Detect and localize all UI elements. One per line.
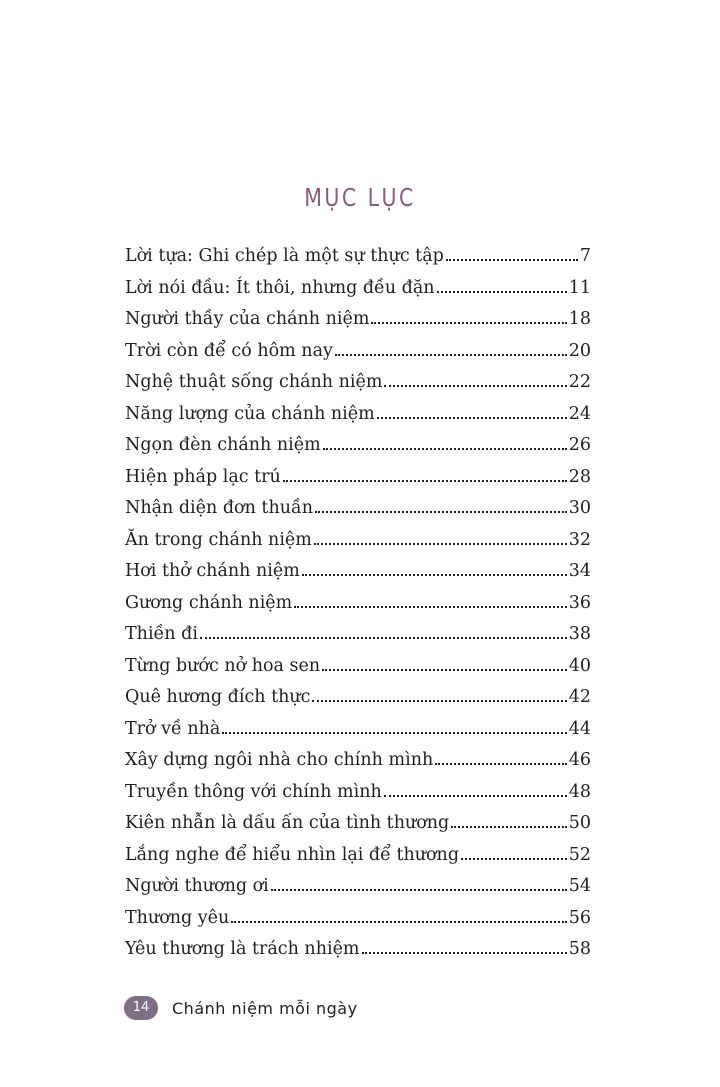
toc-entry-page: 7 xyxy=(579,246,591,266)
running-book-title: Chánh niệm mỗi ngày xyxy=(172,998,358,1018)
toc-entry[interactable] xyxy=(125,430,591,462)
toc-entry[interactable] xyxy=(125,493,591,525)
page-footer xyxy=(124,996,358,1020)
toc-entry-page: 22 xyxy=(568,372,591,392)
dot-leader xyxy=(377,417,567,419)
toc-entry-title: Quê hương đích thực xyxy=(125,687,311,707)
toc-entry[interactable] xyxy=(125,714,591,746)
dot-leader xyxy=(283,480,567,482)
toc-entry-title: Lời tựa: Ghi chép là một sự thực tập xyxy=(125,246,444,266)
toc-entry[interactable] xyxy=(125,525,591,557)
dot-leader xyxy=(362,952,567,954)
toc-entry-page: 18 xyxy=(568,309,591,329)
toc-entry-page: 26 xyxy=(568,435,591,455)
toc-entry-title: Nhận diện đơn thuần xyxy=(125,498,313,518)
table-of-contents xyxy=(125,241,591,966)
dot-leader xyxy=(222,732,566,734)
toc-entry-title: Lời nói đầu: Ít thôi, nhưng đều đặn xyxy=(125,277,435,298)
toc-entry[interactable] xyxy=(125,241,591,273)
toc-entry-page: 32 xyxy=(568,529,591,550)
toc-entry-title: Lắng nghe để hiểu nhìn lại để thương xyxy=(125,844,460,865)
toc-entry-page: 11 xyxy=(568,277,591,298)
dot-leader xyxy=(335,354,567,356)
toc-entry-page: 48 xyxy=(568,781,591,802)
toc-entry[interactable] xyxy=(125,273,591,305)
toc-entry-page: 24 xyxy=(568,403,591,424)
toc-entry[interactable] xyxy=(125,777,591,809)
toc-entry-page: 40 xyxy=(568,655,591,676)
toc-entry-page: 46 xyxy=(568,750,591,770)
toc-entry-page: 28 xyxy=(568,466,591,487)
toc-entry[interactable] xyxy=(125,903,591,935)
dot-leader xyxy=(322,669,567,671)
toc-entry[interactable] xyxy=(125,840,591,872)
dot-leader xyxy=(294,606,566,608)
toc-entry-title: Yêu thương là trách nhiệm xyxy=(125,939,360,959)
toc-entry-title: Thiền đi xyxy=(125,624,198,644)
toc-entry-title: Hiện pháp lạc trú xyxy=(125,466,281,487)
toc-entry-title: Nghệ thuật sống chánh niệm xyxy=(125,372,383,392)
dot-leader xyxy=(384,385,566,387)
toc-entry-title: Từng bước nở hoa sen xyxy=(125,655,321,676)
toc-entry[interactable] xyxy=(125,304,591,336)
toc-entry-page: 50 xyxy=(568,813,591,833)
toc-entry[interactable] xyxy=(125,588,591,620)
dot-leader xyxy=(451,826,566,828)
toc-entry[interactable] xyxy=(125,336,591,368)
toc-entry-title: Ngọn đèn chánh niệm xyxy=(125,435,321,455)
toc-entry-title: Kiên nhẫn là dấu ấn của tình thương xyxy=(125,813,450,833)
toc-entry-page: 56 xyxy=(568,907,591,928)
dot-leader xyxy=(323,448,567,450)
toc-entry-title: Xây dựng ngôi nhà cho chính mình xyxy=(125,750,434,770)
dot-leader xyxy=(446,259,578,261)
toc-entry-page: 30 xyxy=(568,498,591,518)
toc-entry[interactable] xyxy=(125,934,591,966)
toc-entry-title: Người thương ơi xyxy=(125,876,269,896)
toc-entry-page: 42 xyxy=(568,687,591,707)
toc-entry[interactable] xyxy=(125,808,591,840)
toc-entry-page: 58 xyxy=(568,939,591,959)
dot-leader xyxy=(312,700,566,702)
dot-leader xyxy=(314,543,567,545)
dot-leader xyxy=(231,921,566,923)
toc-entry[interactable] xyxy=(125,745,591,777)
page-number-badge: 14 xyxy=(124,996,158,1020)
dot-leader xyxy=(435,763,566,765)
toc-entry[interactable] xyxy=(125,619,591,651)
toc-entry-page: 44 xyxy=(568,718,591,739)
toc-entry-page: 36 xyxy=(568,592,591,613)
toc-entry[interactable] xyxy=(125,871,591,903)
toc-entry-title: Gương chánh niệm xyxy=(125,592,293,613)
toc-entry-title: Trời còn để có hôm nay xyxy=(125,340,333,361)
toc-entry-title: Trở về nhà xyxy=(125,718,221,739)
dot-leader xyxy=(384,795,567,797)
toc-entry-page: 54 xyxy=(568,876,591,896)
toc-entry-title: Truyền thông với chính mình xyxy=(125,781,382,802)
toc-entry-title: Người thầy của chánh niệm xyxy=(125,309,370,329)
toc-entry-title: Ăn trong chánh niệm xyxy=(125,529,312,550)
toc-entry-page: 20 xyxy=(568,340,591,361)
page-title: MỤC LỤC xyxy=(304,182,416,212)
toc-entry[interactable] xyxy=(125,399,591,431)
toc-entry-page: 38 xyxy=(568,624,591,644)
dot-leader xyxy=(302,574,567,576)
dot-leader xyxy=(200,637,567,639)
toc-entry-title: Thương yêu xyxy=(125,907,230,928)
toc-entry-page: 34 xyxy=(568,561,591,581)
dot-leader xyxy=(437,291,567,293)
toc-entry-title: Năng lượng của chánh niệm xyxy=(125,403,375,424)
dot-leader xyxy=(315,511,567,513)
toc-entry[interactable] xyxy=(125,556,591,588)
dot-leader xyxy=(271,889,567,891)
toc-entry-title: Hơi thở chánh niệm xyxy=(125,561,300,581)
dot-leader xyxy=(461,858,567,860)
toc-entry-page: 52 xyxy=(568,844,591,865)
toc-entry[interactable] xyxy=(125,367,591,399)
toc-entry[interactable] xyxy=(125,682,591,714)
toc-entry[interactable] xyxy=(125,651,591,683)
toc-entry[interactable] xyxy=(125,462,591,494)
dot-leader xyxy=(371,322,566,324)
